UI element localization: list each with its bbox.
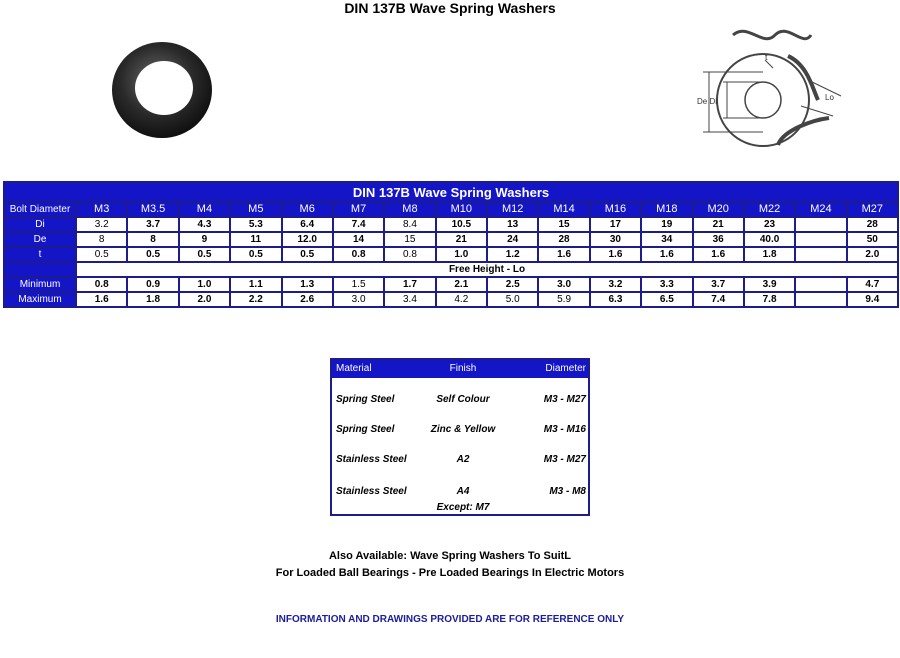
page-title: DIN 137B Wave Spring Washers	[344, 0, 556, 16]
table-cell: 9.4	[847, 292, 898, 307]
table-cell: 1.3	[282, 277, 333, 292]
table-row	[4, 232, 898, 247]
size-header: M24	[795, 202, 846, 217]
washer-photo	[110, 38, 214, 142]
table-cell: 1.5	[333, 277, 384, 292]
material-cell: Spring Steel	[336, 394, 395, 405]
table-cell: 3.0	[333, 292, 384, 307]
table-cell: 7.4	[693, 292, 744, 307]
table-cell: 1.2	[487, 247, 538, 262]
table-cell: 21	[693, 217, 744, 232]
table-cell: 24	[487, 232, 538, 247]
table-cell: 8	[76, 232, 127, 247]
table-cell: 3.0	[538, 277, 589, 292]
size-header: M18	[641, 202, 692, 217]
row-label: De	[4, 232, 76, 247]
table-cell: 14	[333, 232, 384, 247]
table-cell: 12.0	[282, 232, 333, 247]
table-cell: 3.2	[76, 217, 127, 232]
table-cell: 40.0	[744, 232, 795, 247]
table-cell: 3.7	[127, 217, 178, 232]
table-cell: 1.0	[179, 277, 230, 292]
diameter-cell: M3 - M16	[543, 424, 586, 435]
size-header: M10	[436, 202, 487, 217]
table-cell: 15	[538, 217, 589, 232]
table-cell: 2.0	[179, 292, 230, 307]
table-cell: 5.0	[487, 292, 538, 307]
table-cell: 15	[384, 232, 435, 247]
table-cell: 7.8	[744, 292, 795, 307]
table-cell: 11	[230, 232, 281, 247]
size-header: M22	[744, 202, 795, 217]
row-label: Di	[4, 217, 76, 232]
table-cell: 5.3	[230, 217, 281, 232]
table-cell: 2.1	[436, 277, 487, 292]
free-height-label-spacer	[4, 262, 76, 277]
finish-cell: Zinc & Yellow	[430, 424, 496, 435]
material-cell: Stainless Steel	[336, 486, 407, 497]
materials-header	[332, 360, 588, 378]
dimensions-table	[3, 181, 899, 308]
free-height-row	[4, 262, 898, 277]
table-cell: 3.7	[693, 277, 744, 292]
size-header: M8	[384, 202, 435, 217]
availability-line-1: Also Available: Wave Spring Washers To SuitL	[328, 550, 572, 562]
table-cell: 28	[538, 232, 589, 247]
washer-drawing	[693, 20, 853, 170]
size-header: M3.5	[127, 202, 178, 217]
table-cell: 7.4	[333, 217, 384, 232]
drawing-label-lo: Lo	[825, 93, 834, 102]
table-cell: 8	[127, 232, 178, 247]
table-cell	[795, 277, 846, 292]
size-header: M3	[76, 202, 127, 217]
table-cell: 21	[436, 232, 487, 247]
availability-text	[0, 548, 900, 582]
size-row	[4, 202, 898, 217]
size-header: M12	[487, 202, 538, 217]
table-cell: 1.6	[590, 247, 641, 262]
table-cell: 19	[641, 217, 692, 232]
table-cell: 3.3	[641, 277, 692, 292]
table-cell: 4.7	[847, 277, 898, 292]
table-cell: 10.5	[436, 217, 487, 232]
table-cell: 36	[693, 232, 744, 247]
table-cell: 0.5	[282, 247, 333, 262]
finish-cell: A2	[456, 454, 470, 465]
table-cell: 0.8	[333, 247, 384, 262]
table-row	[4, 292, 898, 307]
size-header: M20	[693, 202, 744, 217]
size-header: M6	[282, 202, 333, 217]
table-cell: 1.8	[744, 247, 795, 262]
size-label: Bolt Diameter	[4, 202, 76, 217]
table-cell: 8.4	[384, 217, 435, 232]
finish-col-header: Finish	[449, 363, 477, 374]
table-cell: 4.2	[436, 292, 487, 307]
table-cell: 2.5	[487, 277, 538, 292]
drawing-label-de-di: De Di	[697, 97, 718, 106]
material-cell: Spring Steel	[336, 424, 395, 435]
table-row	[4, 277, 898, 292]
table-cell: 1.6	[76, 292, 127, 307]
row-label: Maximum	[4, 292, 76, 307]
table-cell: 17	[590, 217, 641, 232]
size-header: M16	[590, 202, 641, 217]
table-cell: 1.7	[384, 277, 435, 292]
disclaimer: INFORMATION AND DRAWINGS PROVIDED ARE FOR REFERENCE ONLY	[275, 614, 625, 625]
availability-line-2: For Loaded Ball Bearings - Pre Loaded Bearings In Electric Motors	[275, 567, 625, 579]
finish-note: Except: M7	[436, 502, 490, 513]
table-cell: 2.0	[847, 247, 898, 262]
finish-cell: A4	[456, 486, 470, 497]
table-cell: 0.5	[179, 247, 230, 262]
table-cell: 0.5	[76, 247, 127, 262]
table-cell: 6.3	[590, 292, 641, 307]
table-cell: 5.9	[538, 292, 589, 307]
size-header: M4	[179, 202, 230, 217]
table-cell	[795, 292, 846, 307]
free-height-label: Free Height - Lo	[76, 262, 898, 277]
table-cell	[795, 232, 846, 247]
table-row	[4, 247, 898, 262]
size-header: M27	[847, 202, 898, 217]
table-cell: 28	[847, 217, 898, 232]
finish-cell: Self Colour	[436, 394, 490, 405]
table-row	[4, 217, 898, 232]
table-cell: 2.6	[282, 292, 333, 307]
diameter-cell: M3 - M8	[549, 486, 586, 497]
material-col-header: Material	[336, 363, 372, 374]
size-header: M5	[230, 202, 281, 217]
table-cell	[795, 247, 846, 262]
table-cell: 6.4	[282, 217, 333, 232]
table-cell: 9	[179, 232, 230, 247]
table-cell: 1.6	[538, 247, 589, 262]
table-cell: 3.4	[384, 292, 435, 307]
table-cell: 2.2	[230, 292, 281, 307]
table-cell: 6.5	[641, 292, 692, 307]
table-cell: 0.9	[127, 277, 178, 292]
row-label: Minimum	[4, 277, 76, 292]
table-cell: 0.8	[384, 247, 435, 262]
table-cell: 4.3	[179, 217, 230, 232]
diameter-cell: M3 - M27	[543, 454, 586, 465]
table-cell: 3.2	[590, 277, 641, 292]
table-cell: 1.1	[230, 277, 281, 292]
table-cell: 50	[847, 232, 898, 247]
drawing-label-t: t	[765, 52, 768, 62]
table-cell	[795, 217, 846, 232]
material-cell: Stainless Steel	[336, 454, 407, 465]
table-cell: 23	[744, 217, 795, 232]
table-cell: 1.6	[641, 247, 692, 262]
table-cell: 0.8	[76, 277, 127, 292]
diameter-cell: M3 - M27	[543, 394, 586, 405]
table-cell: 1.0	[436, 247, 487, 262]
size-header: M7	[333, 202, 384, 217]
table-cell: 0.5	[127, 247, 178, 262]
table-cell: 3.9	[744, 277, 795, 292]
table-cell: 30	[590, 232, 641, 247]
diameter-col-header: Diameter	[545, 363, 586, 374]
row-label: t	[4, 247, 76, 262]
table-header: DIN 137B Wave Spring Washers	[4, 182, 898, 202]
table-cell: 13	[487, 217, 538, 232]
size-header: M14	[538, 202, 589, 217]
materials-table	[330, 358, 590, 516]
table-cell: 0.5	[230, 247, 281, 262]
table-cell: 1.6	[693, 247, 744, 262]
table-cell: 34	[641, 232, 692, 247]
table-cell: 1.8	[127, 292, 178, 307]
